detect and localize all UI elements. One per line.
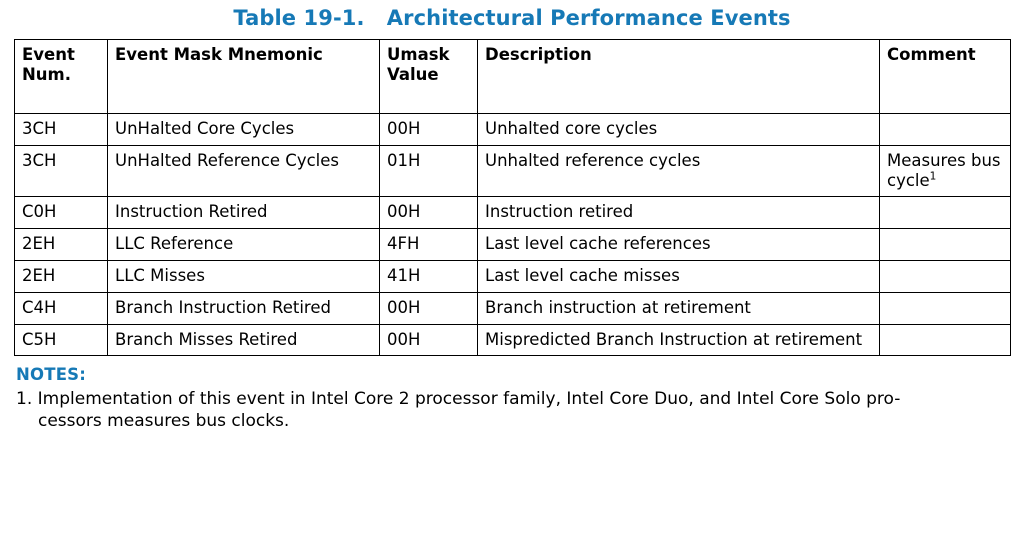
cell-comment (880, 145, 1011, 197)
footnote-1 (16, 388, 1010, 432)
table-body (15, 114, 1011, 356)
cell-description: Unhalted reference cycles (478, 145, 880, 197)
cell-description: Mispredicted Branch Instruction at retirement (478, 324, 880, 356)
column-header-comment: Comment (880, 40, 1011, 114)
table-row (15, 292, 1011, 324)
cell-event-num: 2EH (15, 260, 108, 292)
cell-umask-value: 00H (380, 324, 478, 356)
table-row (15, 197, 1011, 229)
cell-event-mask-mnemonic: Branch Misses Retired (108, 324, 380, 356)
footnote-text-line2: cessors measures bus clocks. (38, 411, 290, 432)
cell-event-num: C4H (15, 292, 108, 324)
cell-event-num: C5H (15, 324, 108, 356)
cell-comment (880, 197, 1011, 229)
cell-umask-value: 41H (380, 260, 478, 292)
cell-event-num: 2EH (15, 229, 108, 261)
table-number: Table 19-1. (233, 6, 365, 30)
table-row (15, 260, 1011, 292)
cell-comment (880, 324, 1011, 356)
table-row (15, 324, 1011, 356)
notes-heading: NOTES: (16, 365, 87, 385)
cell-description: Instruction retired (478, 197, 880, 229)
cell-umask-value: 4FH (380, 229, 478, 261)
column-header-event-mask-mnemonic: Event Mask Mnemonic (108, 40, 380, 114)
cell-umask-value: 00H (380, 292, 478, 324)
cell-event-mask-mnemonic: LLC Misses (108, 260, 380, 292)
cell-comment (880, 292, 1011, 324)
cell-umask-value: 00H (380, 197, 478, 229)
column-header-description: Description (478, 40, 880, 114)
table-title-text: Architectural Performance Events (386, 6, 791, 30)
cell-event-mask-mnemonic: LLC Reference (108, 229, 380, 261)
column-header-event-num: Event Num. (15, 40, 108, 114)
cell-event-mask-mnemonic: Branch Instruction Retired (108, 292, 380, 324)
cell-event-mask-mnemonic: Instruction Retired (108, 197, 380, 229)
cell-event-num: C0H (15, 197, 108, 229)
table-title (14, 6, 1010, 30)
footnote-marker-1: 1. (16, 389, 33, 410)
cell-umask-value: 00H (380, 114, 478, 146)
cell-event-num: 3CH (15, 145, 108, 197)
cell-event-mask-mnemonic: UnHalted Reference Cycles (108, 145, 380, 197)
cell-comment (880, 114, 1011, 146)
table-row (15, 229, 1011, 261)
table-header-row (15, 40, 1011, 114)
cell-event-mask-mnemonic: UnHalted Core Cycles (108, 114, 380, 146)
cell-description: Unhalted core cycles (478, 114, 880, 146)
cell-umask-value: 01H (380, 145, 478, 197)
table-row (15, 145, 1011, 197)
document-page (0, 6, 1024, 554)
cell-comment (880, 260, 1011, 292)
cell-description: Branch instruction at retirement (478, 292, 880, 324)
footnote-marker: 1 (929, 170, 937, 183)
cell-event-num: 3CH (15, 114, 108, 146)
architectural-performance-events-table (14, 39, 1011, 356)
cell-description: Last level cache references (478, 229, 880, 261)
table-header (15, 40, 1011, 114)
cell-comment-text: Measures bus cycle (887, 150, 1001, 190)
cell-comment (880, 229, 1011, 261)
footnote-text-line1: Implementation of this event in Intel Core 2 processor family, Intel Core Duo, and Intel Core Solo pro- (37, 389, 901, 410)
cell-description: Last level cache misses (478, 260, 880, 292)
table-row (15, 114, 1011, 146)
column-header-umask-value: Umask Value (380, 40, 478, 114)
